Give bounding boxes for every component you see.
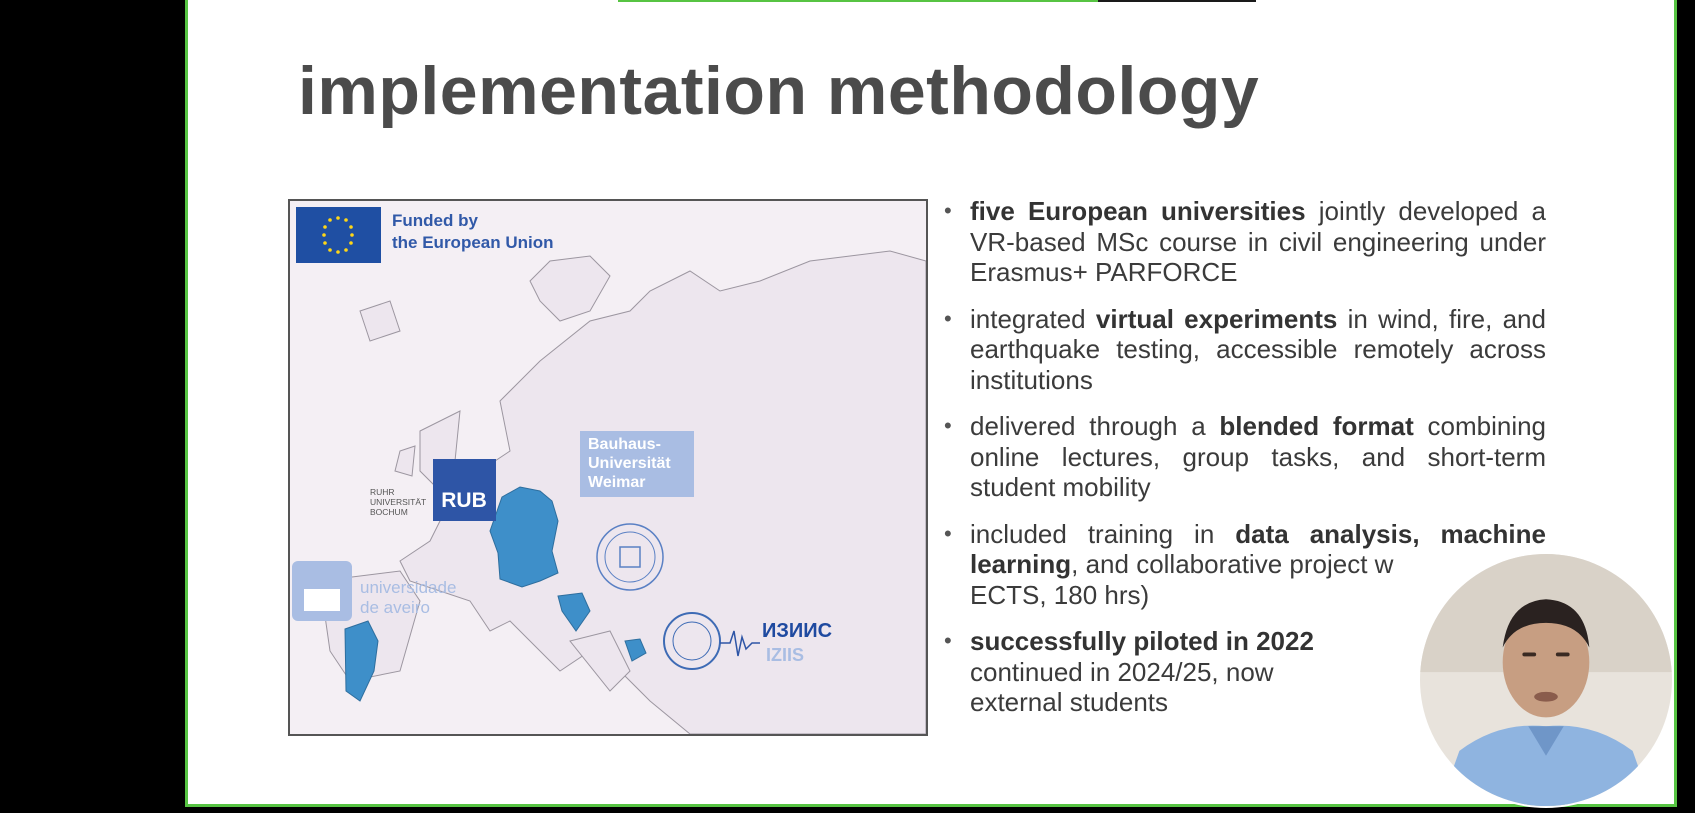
rub-name-2: UNIVERSITÄT	[370, 497, 427, 507]
eu-funding-line2: the European Union	[392, 233, 554, 252]
bauhaus-line3: Weimar	[588, 474, 646, 491]
eu-flag-icon	[296, 207, 381, 263]
list-item: • delivered through a blended format combining online lectures, group tasks, and short-term student mobility	[940, 411, 1546, 503]
eu-funding-line1: Funded by	[392, 211, 478, 230]
slide-title: implementation methodology	[298, 53, 1260, 129]
presenter-webcam[interactable]	[1418, 552, 1674, 808]
rub-name-3: BOCHUM	[370, 507, 408, 517]
bauhaus-line2: Universität	[588, 455, 671, 472]
list-item: • included training in data analysis, machine learning, and collaborative project w ECTS, 180 hrs)	[940, 519, 1546, 611]
aveiro-line1: universidade	[360, 578, 457, 597]
rub-name-1: RUHR	[370, 487, 395, 497]
aveiro-line2: de aveiro	[360, 598, 430, 617]
list-item: • integrated virtual experiments in wind, fire, and earthquake testing, accessible remotely across institutions	[940, 304, 1546, 396]
bauhaus-line1: Bauhaus-	[588, 436, 661, 453]
iziis-latin: IZIIS	[766, 645, 805, 665]
list-item: • five European universities jointly developed a VR-based MSc course in civil engineering under Erasmus+ PARFORCE	[940, 196, 1546, 288]
slide-progress-bar	[618, 0, 1256, 2]
aveiro-logo-icon	[292, 561, 352, 621]
list-item: • successfully piloted in 2022 continued in 2024/25, now external students	[940, 626, 1546, 718]
iziis-cyrillic: ИЗИИС	[762, 620, 833, 642]
rub-logo: RUB	[441, 489, 487, 512]
europe-partner-map	[288, 199, 928, 736]
